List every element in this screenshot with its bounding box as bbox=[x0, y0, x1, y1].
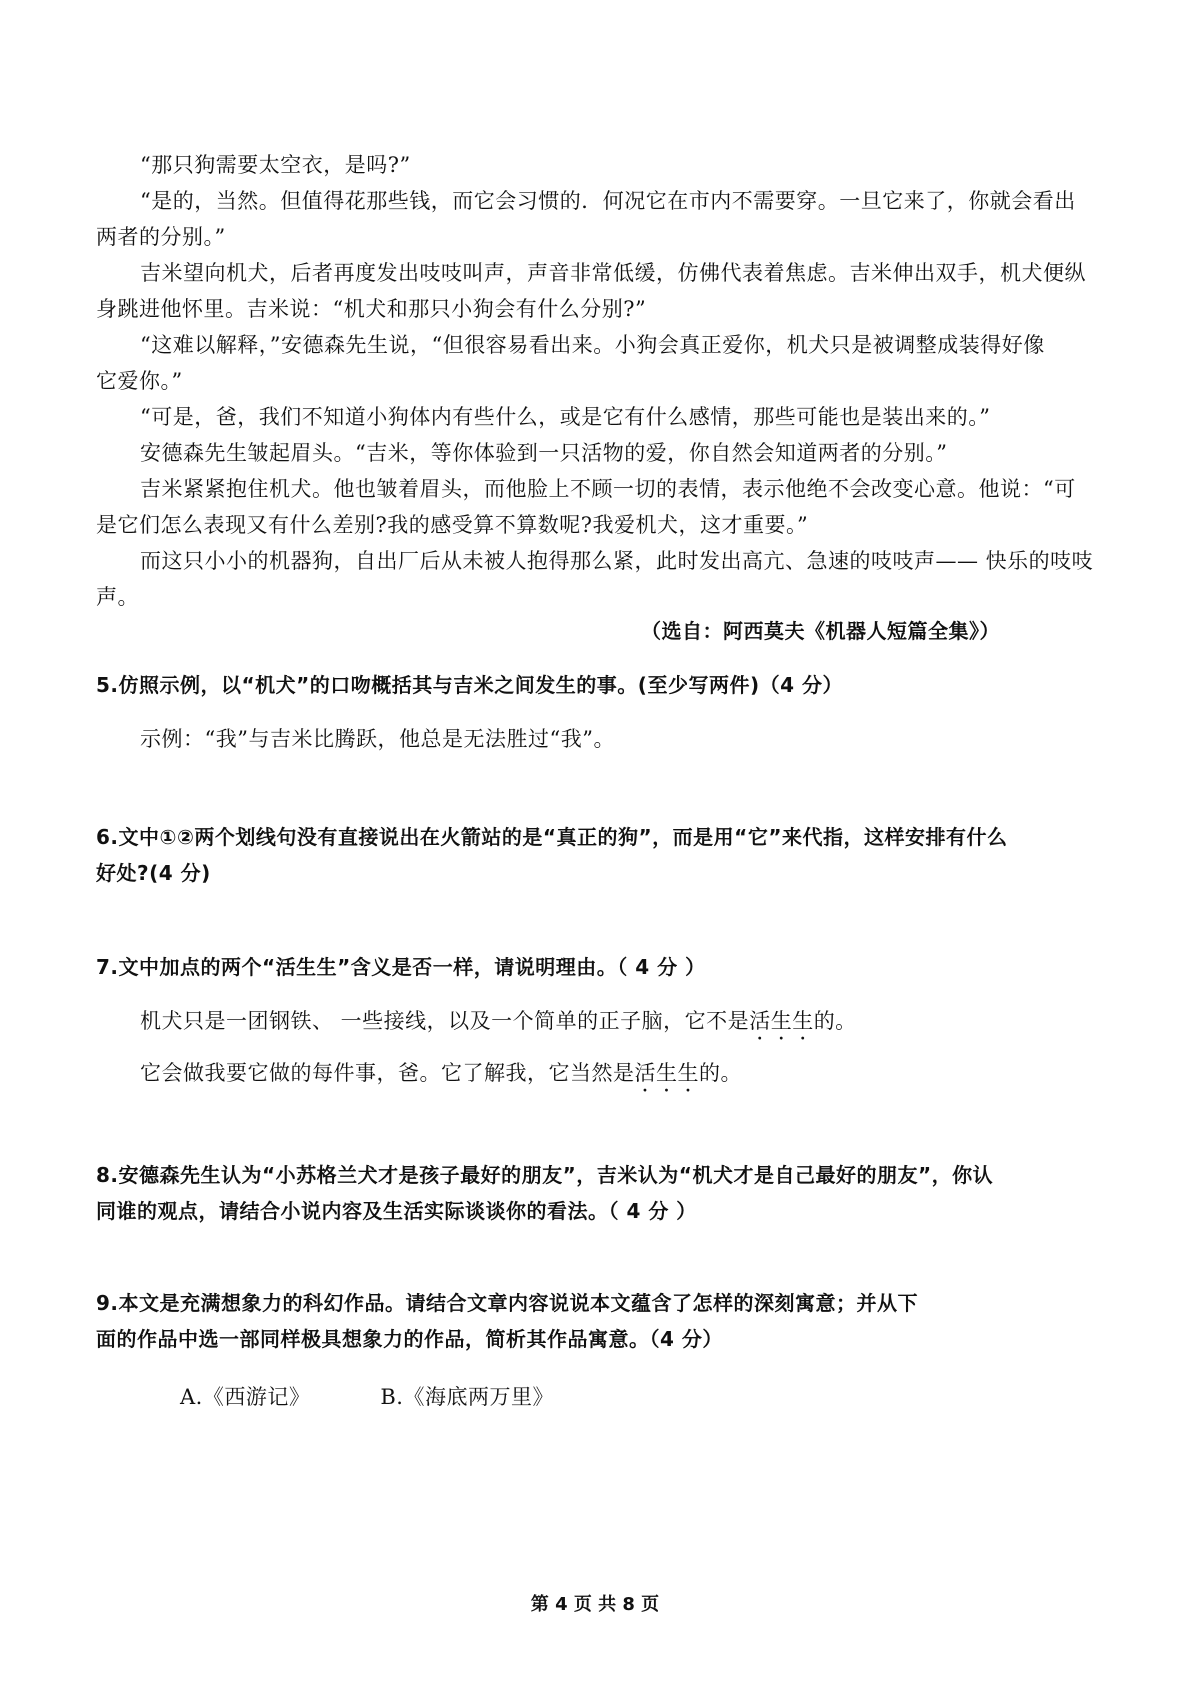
dotted-char: 活 bbox=[749, 1009, 771, 1033]
story-paragraph: “那只狗需要太空衣，是吗?” bbox=[140, 153, 411, 177]
dotted-char: 生 bbox=[770, 1009, 793, 1033]
story-paragraph: 身跳进他怀里。吉米说：“机犬和那只小狗会有什么分别?” bbox=[96, 297, 647, 321]
sentence-text: 的。 bbox=[813, 1009, 857, 1033]
dotted-char: 生 bbox=[677, 1061, 699, 1085]
story-paragraph: 是它们怎么表现又有什么差别?我的感受算不算数呢?我爱机犬，这才重要。” bbox=[96, 513, 809, 537]
story-paragraph: 两者的分别。” bbox=[96, 225, 226, 249]
story-paragraph: “可是，爸，我们不知道小狗体内有些什么，或是它有什么感情，那些可能也是装出来的。” bbox=[140, 405, 991, 429]
question-6: 6.文中①②两个划线句没有直接说出在火箭站的是“真正的狗”，而是用“它”来代指，这样安排有什么 bbox=[96, 825, 1008, 849]
story-paragraph: 吉米紧紧抱住机犬。他也皱着眉头，而他脸上不顾一切的表情，表示他绝不会改变心意。他说：“可 bbox=[140, 477, 1076, 501]
story-paragraph: 安德森先生皱起眉头。“吉米，等你体验到一只活物的爱，你自然会知道两者的分别。” bbox=[140, 441, 948, 465]
question-7: 7.文中加点的两个“活生生”含义是否一样，请说明理由。（ 4 分 ） bbox=[96, 955, 706, 979]
question-5: 5.仿照示例，以“机犬”的口吻概括其与吉米之间发生的事。(至少写两件)（4 分） bbox=[96, 673, 843, 697]
page-number: 第 4 页 共 8 页 bbox=[530, 1594, 660, 1615]
dotted-char: 生 bbox=[792, 1009, 814, 1033]
option-a: A.《西游记》 bbox=[180, 1385, 311, 1409]
question-9-cont: 面的作品中选一部同样极具想象力的作品，简析其作品寓意。（4 分） bbox=[96, 1327, 723, 1351]
question-7-sentence-2 bbox=[140, 1058, 1036, 1088]
story-paragraph: 吉米望向机犬，后者再度发出吱吱叫声，声音非常低缓，仿佛代表着焦虑。吉米伸出双手，机犬便纵 bbox=[140, 261, 1086, 285]
dotted-char: 活 bbox=[634, 1061, 656, 1085]
sentence-text: 它会做我要它做的每件事，爸。它了解我，它当然是 bbox=[140, 1061, 635, 1085]
question-8-cont: 同谁的观点，请结合小说内容及生活实际谈谈你的看法。（ 4 分 ） bbox=[96, 1199, 697, 1223]
question-5-example: 示例：“我”与吉米比腾跃，他总是无法胜过“我”。 bbox=[140, 727, 615, 751]
option-b: B.《海底两万里》 bbox=[380, 1385, 554, 1409]
question-7-sentence-1 bbox=[140, 1006, 1036, 1036]
story-paragraph: 它爱你。” bbox=[96, 369, 183, 393]
story-paragraph: “这难以解释，”安德森先生说，“但很容易看出来。小狗会真正爱你，机犬只是被调整成装得好像 bbox=[140, 333, 1045, 357]
dotted-char: 生 bbox=[656, 1061, 678, 1085]
story-paragraph: 而这只小小的机器狗，自出厂后从未被人抱得那么紧，此时发出高亢、急速的吱吱声—— 快乐的吱吱 bbox=[140, 549, 1094, 573]
sentence-text: 机犬只是一团钢铁、 一些接线，以及一个简单的正子脑，它不是 bbox=[140, 1009, 750, 1033]
question-6-cont: 好处?(4 分) bbox=[96, 861, 211, 885]
question-9: 9.本文是充满想象力的科幻作品。请结合文章内容说说本文蕴含了怎样的深刻寓意；并从下 bbox=[96, 1291, 919, 1315]
sentence-text: 的。 bbox=[699, 1061, 742, 1085]
story-paragraph: 声。 bbox=[96, 585, 139, 609]
question-8: 8.安德森先生认为“小苏格兰犬才是孩子最好的朋友”，吉米认为“机犬才是自己最好的朋友”，你认 bbox=[96, 1163, 994, 1187]
story-source: （选自：阿西莫夫《机器人短篇全集》） bbox=[641, 619, 1000, 643]
story-paragraph: “是的，当然。但值得花那些钱，而它会习惯的．何况它在市内不需要穿。一旦它来了，你就会看出 bbox=[140, 189, 1076, 213]
question-9-options bbox=[180, 1382, 1120, 1412]
